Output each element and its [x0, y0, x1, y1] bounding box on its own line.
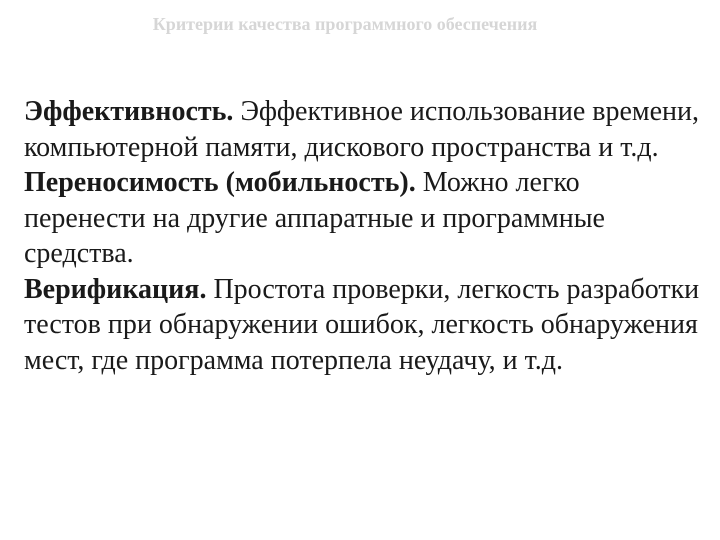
criterion-description: Эффективное использование времени, компьютерной памяти, дискового пространства и т.д. [24, 96, 700, 163]
criterion-efficiency [24, 94, 700, 165]
criterion-verification [24, 272, 700, 379]
criterion-term: Верификация. [24, 273, 207, 305]
slide-content [24, 94, 700, 378]
criterion-term: Эффективность. [24, 96, 234, 127]
criterion-description: Простота проверки, легкость разработки тестов при обнаружении ошибок, легкость обнаружения мест, где программа потерпела неудачу, и т.д. [24, 273, 700, 376]
criterion-description: Можно легко перенести на другие аппаратные и программные средства. [24, 167, 605, 269]
criterion-term: Переносимость (мобильность). [24, 167, 416, 198]
slide-title: Критерии качества программного обеспечения [152, 14, 538, 34]
criterion-portability [24, 165, 700, 272]
